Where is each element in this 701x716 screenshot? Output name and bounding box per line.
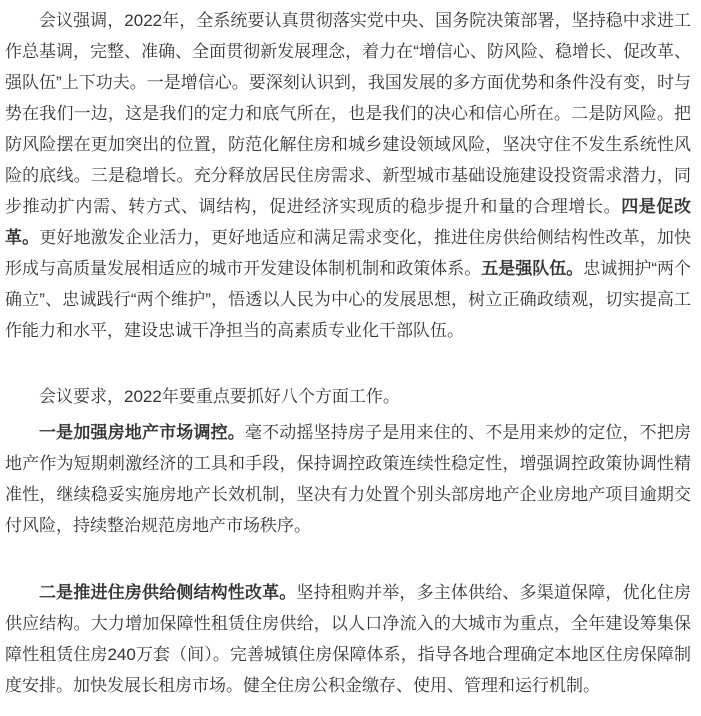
text-run: 更好地激发企业活力，更好地适应和满足需求变化，推进住房供给侧结构性改革，加快形成与高质量发展相适应的城市开发建设体制机制和政策体系。 — [5, 228, 692, 278]
paragraph-task-2 — [5, 577, 691, 701]
text-run: 忠诚拥护“两个确立”、忠诚践行“两个维护”，悟透以人民为中心的发展思想，树立正确政绩观，切实提高工作能力和水平，建设忠诚干净担当的高素质专业化干部队伍。 — [5, 259, 692, 340]
paragraph-task-1 — [5, 417, 691, 541]
bold-run-item-four: 四是促改革。 — [5, 197, 692, 247]
text-run: 会议要求，2022年要重点要抓好八个方面工作。 — [39, 387, 400, 406]
text-run: 坚持租购并举，多主体供给、多渠道保障，优化住房供应结构。大力增加保障性租赁住房供给，以人口净流入的大城市为重点，全年建设筹集保障性租赁住房240万套（间）。完善城镇住房保障体系，指导各地合理确定本地区住房保障制度安排。加快发展长租房市场。健全住房公积金缴存、使用、管理和运行机制。 — [5, 583, 692, 695]
bold-run-task-1-heading: 一是加强房地产市场调控。 — [39, 423, 245, 442]
bold-run-task-2-heading: 二是推进住房供给侧结构性改革。 — [39, 583, 297, 602]
paragraph-meeting-emphasis — [5, 5, 691, 346]
text-run: 毫不动摇坚持房子是用来住的、不是用来炒的定位，不把房地产作为短期刺激经济的工具和手段，保持调控政策连续性稳定性，增强调控政策协调性精准性，继续稳妥实施房地产长效机制，坚决有力处置个别头部房地产企业房地产项目逾期交付风险，持续整治规范房地产市场秩序。 — [5, 423, 692, 535]
paragraph-meeting-requirements — [5, 381, 691, 412]
text-run: 会议强调，2022年，全系统要认真贯彻落实党中央、国务院决策部署，坚持稳中求进工作总基调，完整、准确、全面贯彻新发展理念，着力在“增信心、防风险、稳增长、促改革、强队伍”上下功夫。一是增信心。要深刻认识到，我国发展的多方面优势和条件没有变，时与势在我们一边，这是我们的定力和底气所在，也是我们的决心和信心所在。二是防风险。把防风险摆在更加突出的位置，防范化解住房和城乡建设领域风险，坚决守住不发生系统性风险的底线。三是稳增长。充分释放居民住房需求、新型城市基础设施建设投资需求潜力，同步推动扩内需、转方式、调结构，促进经济实现质的稳步提升和量的合理增长。 — [5, 11, 691, 216]
bold-run-item-five: 五是强队伍。 — [481, 259, 584, 278]
